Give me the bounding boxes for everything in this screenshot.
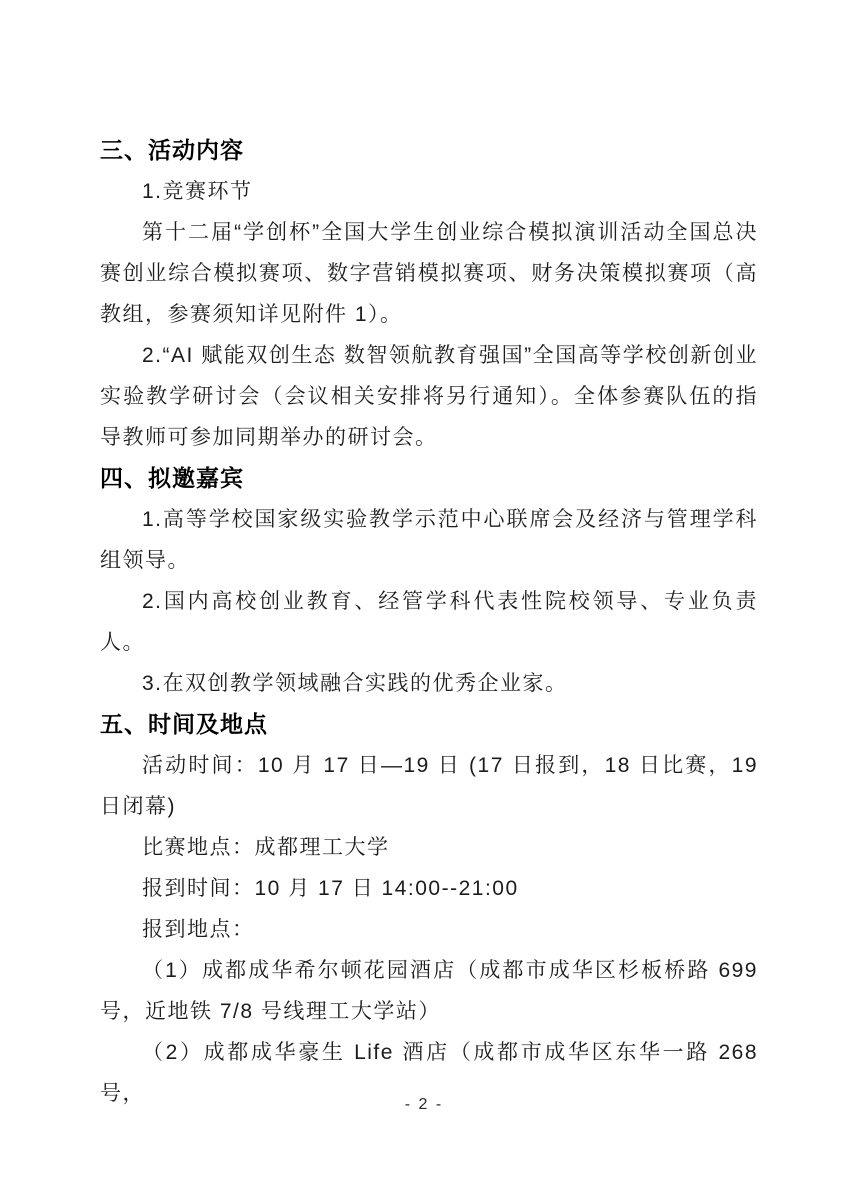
para-guests-1: 1.高等学校国家级实验教学示范中心联席会及经济与管理学科组领导。 — [100, 508, 758, 572]
para-competition-stage: 1.竞赛环节 — [142, 180, 253, 203]
page-number: - 2 - — [404, 1096, 444, 1113]
para-guests-2: 2.国内高校创业教育、经管学科代表性院校领导、专业负责人。 — [100, 590, 758, 654]
heading-activity-content: 三、活动内容 — [100, 137, 244, 163]
para-competition-venue: 比赛地点：成都理工大学 — [142, 836, 390, 859]
heading-invited-guests: 四、拟邀嘉宾 — [100, 465, 244, 491]
para-guests-3: 3.在双创教学领域融合实践的优秀企业家。 — [142, 672, 568, 695]
heading-time-location: 五、时间及地点 — [100, 711, 268, 737]
para-ai-seminar: 2.“AI 赋能双创生态 数智领航教育强国”全国高等学校创新创业实验教学研讨会（会议相关安排将另行通知）。全体参赛队伍的指导教师可参加同期举办的研讨会。 — [100, 344, 758, 449]
para-hotel-1: （1）成都成华希尔顿花园酒店（成都市成华区杉板桥路 699 号，近地铁 7/8 号线理工大学站） — [100, 959, 758, 1023]
para-competition-events: 第十二届“学创杯”全国大学生创业综合模拟演训活动全国总决赛创业综合模拟赛项、数字营销模拟赛项、财务决策模拟赛项（高教组，参赛须知详见附件 1）。 — [100, 221, 758, 326]
document-body — [100, 130, 758, 1114]
para-checkin-location-label: 报到地点： — [142, 918, 255, 941]
para-checkin-time: 报到时间：10 月 17 日 14:00--21:00 — [142, 877, 519, 900]
para-hotel-2: （2）成都成华豪生 Life 酒店（成都市成华区东华一路 268 号， — [100, 1041, 758, 1105]
para-event-time: 活动时间：10 月 17 日—19 日 (17 日报到，18 日比赛，19 日闭幕) — [100, 754, 758, 818]
